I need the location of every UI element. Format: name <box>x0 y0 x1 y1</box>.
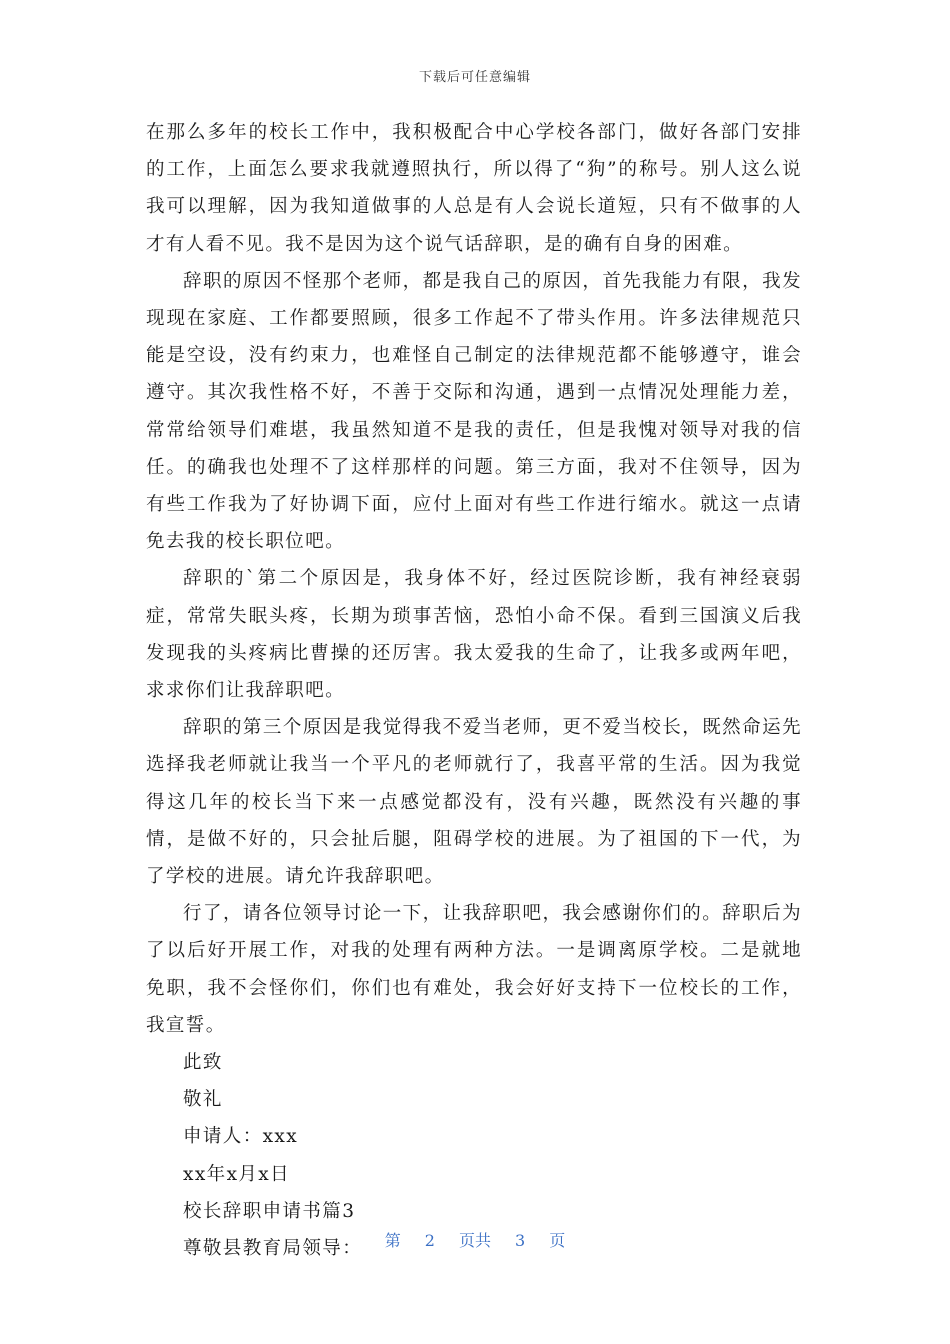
document-body <box>146 114 802 1267</box>
closing-line-1: 此致 <box>183 1052 223 1074</box>
date-line: xx年x月x日 <box>183 1163 291 1185</box>
page-header: 下载后可任意编辑 <box>418 70 531 85</box>
paragraph-4: 辞职的第三个原因是我觉得我不爱当老师，更不爱当校长，既然命运先选择我老师就让我当一个平凡的老师就行了，我喜平常的生活。因为我觉得这几年的校长当下来一点感觉都没有，没有兴趣，既然没有兴趣的事情，是做不好的，只会扯后腿，阻碍学校的进展。为了祖国的下一代，为了学校的进展。请允许我辞职吧。 <box>146 717 802 888</box>
paragraph-2: 辞职的原因不怪那个老师，都是我自己的原因，首先我能力有限，我发现现在家庭、工作都要照顾，很多工作起不了带头作用。许多法律规范只能是空设，没有约束力，也难怪自己制定的法律规范都不能够遵守，谁会遵守。其次我性格不好，不善于交际和沟通，遇到一点情况处理能力差，常常给领导们难堪，我虽然知道不是我的责任，但是我愧对领导对我的信任。的确我也处理不了这样那样的问题。第三方面，我对不住领导，因为有些工作我为了好协调下面，应付上面对有些工作进行缩水。就这一点请免去我的校长职位吧。 <box>146 270 802 553</box>
page-suffix: 页 <box>549 1231 566 1250</box>
page-total: 3 <box>515 1231 526 1250</box>
paragraph-5: 行了，请各位领导讨论一下，让我辞职吧，我会感谢你们的。辞职后为了以后好开展工作，对我的处理有两种方法。一是调离原学校。二是就地免职，我不会怪你们，你们也有难处，我会好好支持下一位校长的工作，我宣誓。 <box>146 903 802 1036</box>
salutation-line: 尊敬县教育局领导： <box>183 1238 363 1260</box>
closing-line-2: 敬礼 <box>183 1089 223 1111</box>
page-footer <box>0 1228 950 1251</box>
page-middle: 页共 <box>458 1231 491 1250</box>
next-section-title: 校长辞职申请书篇3 <box>183 1200 356 1222</box>
paragraph-1: 在那么多年的校长工作中，我积极配合中心学校各部门，做好各部门安排的工作，上面怎么要求我就遵照执行，所以得了“狗”的称号。别人这么说我可以理解，因为我知道做事的人总是有人会说长道短，只有不做事的人才有人看不见。我不是因为这个说气话辞职，是的确有自身的困难。 <box>146 122 802 255</box>
page-current: 2 <box>424 1231 435 1250</box>
paragraph-3: 辞职的`第二个原因是，我身体不好，经过医院诊断，我有神经衰弱症，常常失眠头疼，长期为琐事苦恼，恐怕小命不保。看到三国演义后我发现我的头疼病比曹操的还厉害。我太爱我的生命了，让我多或两年吧，求求你们让我辞职吧。 <box>146 568 802 702</box>
applicant-line: 申请人：xxx <box>183 1126 299 1148</box>
page-prefix: 第 <box>384 1231 401 1250</box>
